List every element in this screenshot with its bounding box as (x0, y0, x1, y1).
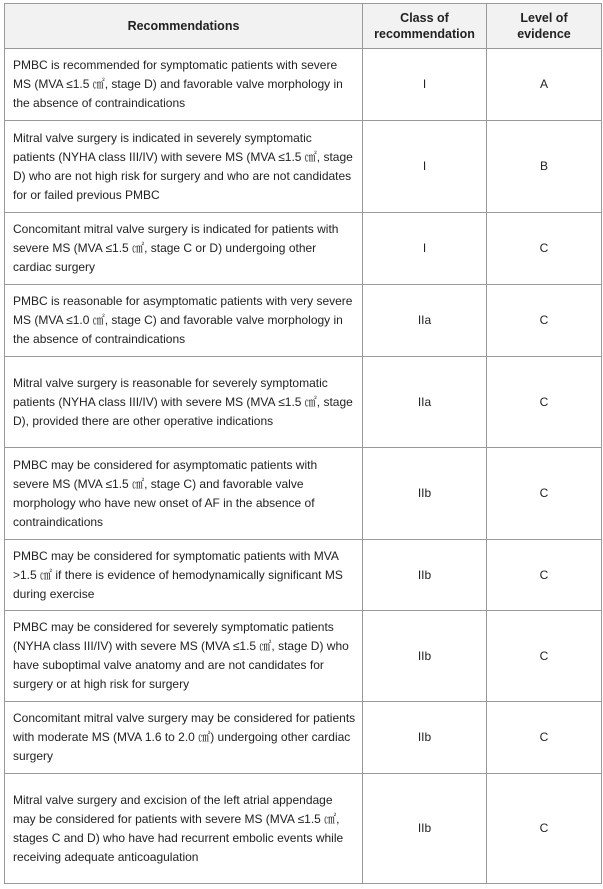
recommendation-text: Mitral valve surgery is reasonable for severely symptomatic patients (NYHA class III/IV) with severe MS (MVA ≤1.5 ㎠, stage D), provided there are other operative indications (5, 357, 363, 448)
class-cell: IIb (363, 774, 487, 884)
recommendations-table (4, 3, 602, 884)
header-level-of-evidence: Level of evidence (487, 4, 602, 49)
level-cell: C (487, 285, 602, 357)
level-cell: C (487, 213, 602, 285)
table-row (5, 121, 602, 213)
table-row (5, 611, 602, 702)
table-row (5, 448, 602, 540)
table-row (5, 285, 602, 357)
class-cell: IIb (363, 540, 487, 611)
table-row (5, 357, 602, 448)
class-cell: I (363, 121, 487, 213)
table-row (5, 49, 602, 121)
level-cell: B (487, 121, 602, 213)
class-cell: IIa (363, 285, 487, 357)
class-cell: IIb (363, 702, 487, 774)
class-cell: I (363, 49, 487, 121)
header-class-of-recommendation: Class of recommendation (363, 4, 487, 49)
table-row (5, 774, 602, 884)
level-cell: C (487, 448, 602, 540)
recommendation-text: PMBC is reasonable for asymptomatic patients with very severe MS (MVA ≤1.0 ㎠, stage C) and favorable valve morphology in the absence of contraindications (5, 285, 363, 357)
class-cell: IIa (363, 357, 487, 448)
table-row (5, 540, 602, 611)
class-cell: I (363, 213, 487, 285)
recommendation-text: PMBC may be considered for asymptomatic patients with severe MS (MVA ≤1.5 ㎠, stage C) and favorable valve morphology who have new onset of AF in the absence of contraindications (5, 448, 363, 540)
header-row (5, 4, 602, 49)
recommendation-text: PMBC may be considered for severely symptomatic patients (NYHA class III/IV) with severe MS (MVA ≤1.5 ㎠, stage D) who have suboptimal valve anatomy and are not candidates for surgery or at high risk for surgery (5, 611, 363, 702)
level-cell: C (487, 774, 602, 884)
class-cell: IIb (363, 611, 487, 702)
recommendation-text: Concomitant mitral valve surgery is indicated for patients with severe MS (MVA ≤1.5 ㎠, stage C or D) undergoing other cardiac surgery (5, 213, 363, 285)
level-cell: C (487, 357, 602, 448)
level-cell: C (487, 611, 602, 702)
level-cell: C (487, 702, 602, 774)
header-recommendations: Recommendations (5, 4, 363, 49)
level-cell: C (487, 540, 602, 611)
recommendation-text: Concomitant mitral valve surgery may be considered for patients with moderate MS (MVA 1.6 to 2.0 ㎠) undergoing other cardiac surgery (5, 702, 363, 774)
recommendation-text: PMBC may be considered for symptomatic patients with MVA >1.5 ㎠ if there is evidence of hemodynamically significant MS during exercise (5, 540, 363, 611)
class-cell: IIb (363, 448, 487, 540)
table-row (5, 213, 602, 285)
recommendation-text: PMBC is recommended for symptomatic patients with severe MS (MVA ≤1.5 ㎠, stage D) and favorable valve morphology in the absence of contraindications (5, 49, 363, 121)
recommendation-text: Mitral valve surgery and excision of the left atrial appendage may be considered for patients with severe MS (MVA ≤1.5 ㎠, stages C and D) who have had recurrent embolic events while receiving adequate anticoagulation (5, 774, 363, 884)
table-row (5, 702, 602, 774)
recommendation-text: Mitral valve surgery is indicated in severely symptomatic patients (NYHA class III/IV) with severe MS (MVA ≤1.5 ㎠, stage D) who are not high risk for surgery and who are not candidates for or failed previous PMBC (5, 121, 363, 213)
level-cell: A (487, 49, 602, 121)
